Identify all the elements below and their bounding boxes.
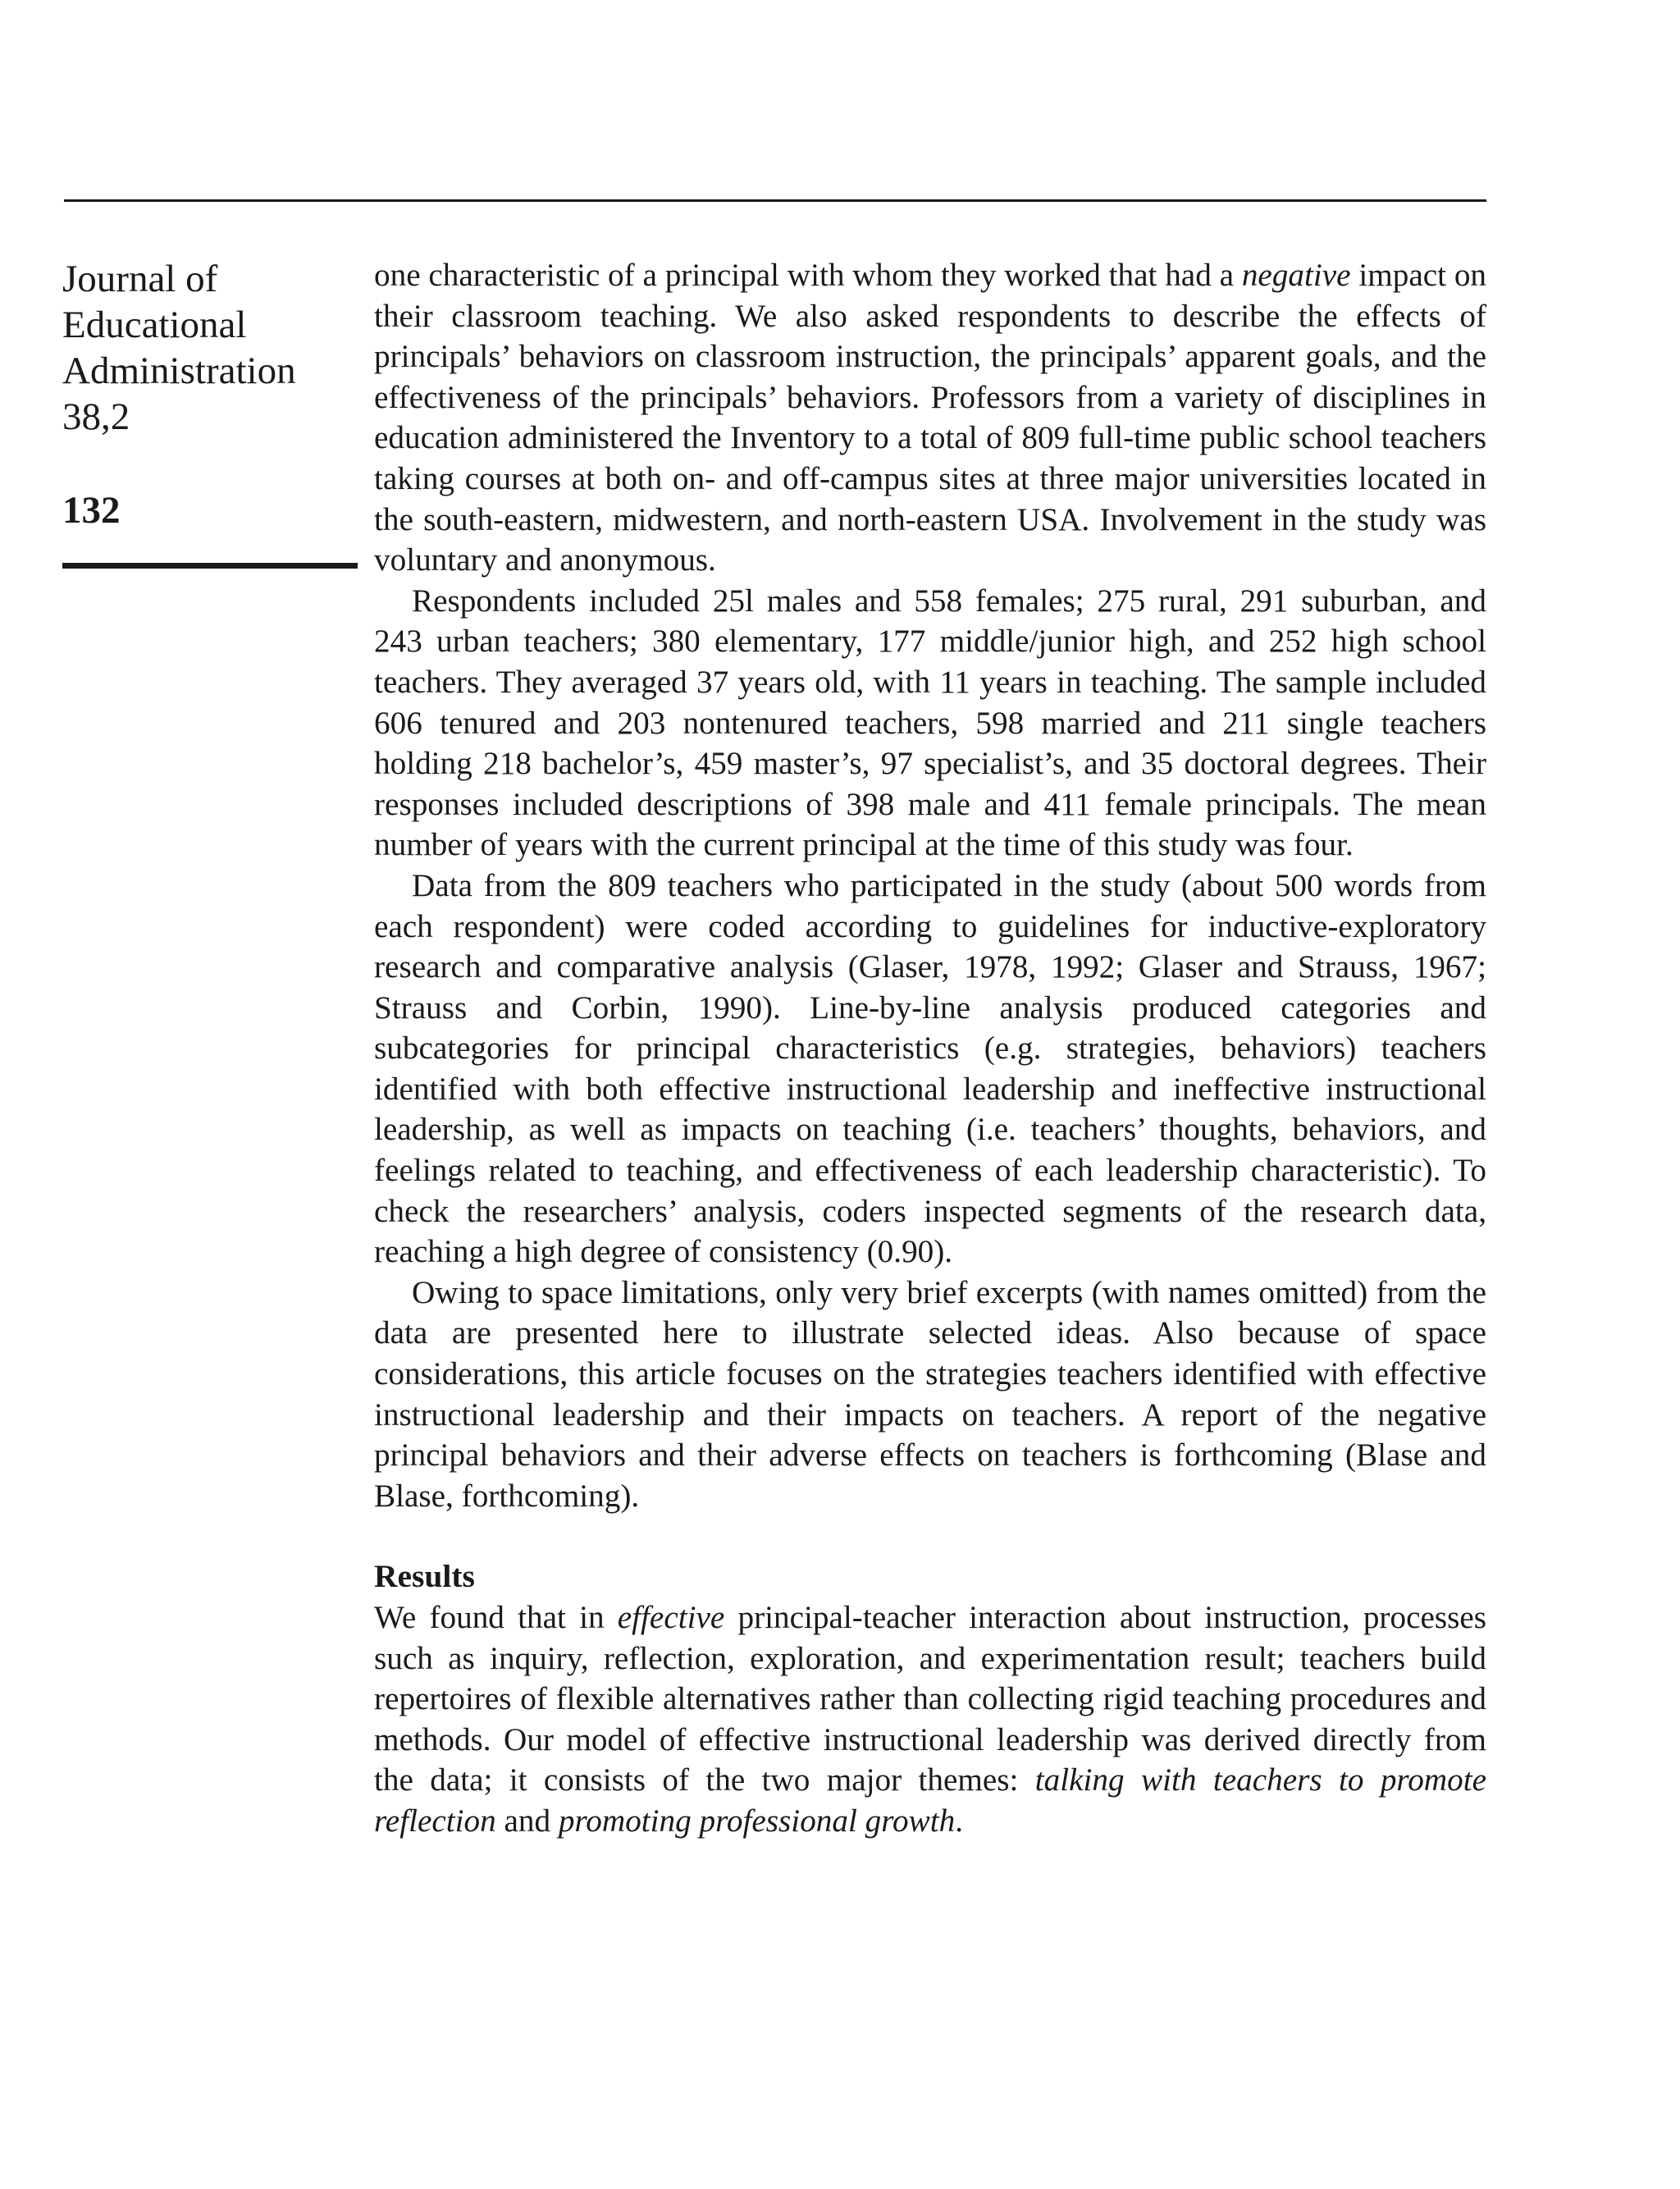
emphasis-negative: negative	[1241, 258, 1351, 293]
journal-title-line-1: Journal of	[62, 258, 218, 300]
volume-issue: 38,2	[62, 395, 130, 438]
paragraph-5: We found that in effective principal-teacher interaction about instruction, processes such as inquiry, reflection, exploration, and experimentation result; teachers build repertoires of flexible alternatives rather than collecting rigid teaching procedures and methods. Our model of effective instructional leadership was derived directly from the data; it consists of the two major themes: talking with teachers to promote reflection and promoting professional growth.	[374, 1600, 1486, 1839]
page-number: 132	[62, 489, 121, 532]
emphasis-theme-growth: promoting professional growth	[558, 1803, 956, 1839]
results-heading: Results	[374, 1558, 475, 1595]
emphasis-theme-reflection: talking with teachers to promote reflection	[374, 1762, 1486, 1839]
paragraph-1: one characteristic of a principal with whom they worked that had a negative impact on their classroom teaching. We also asked respondents to describe the effects of principals’ behaviors on classroom instruction, the principals’ apparent goals, and the effectiveness of the principals’ behaviors. Professors from a variety of disciplines in education administered the Inventory to a total of 809 full-time public school teachers taking courses at both on- and off-campus sites at three major universities located in the south-eastern, midwestern, and north-eastern USA. Involvement in the study was voluntary and anonymous.	[374, 258, 1487, 578]
paragraph-2: Respondents included 25l males and 558 females; 275 rural, 291 suburban, and 243 urban teachers; 380 elementary, 177 middle/junior high, and 252 high school teachers. They averaged 37 years old, with 11 years in teaching. The sample included 606 tenured and 203 nontenured teachers, 598 married and 211 single teachers holding 218 bachelor’s, 459 master’s, 97 specialist’s, and 35 doctoral degrees. Their responses included descriptions of 398 male and 411 female principals. The mean number of years with the current principal at the time of this study was four.	[374, 583, 1486, 863]
running-header	[62, 256, 366, 569]
header-rule	[64, 199, 1486, 202]
journal-title-line-3: Administration	[62, 350, 296, 392]
paragraph-4: Owing to space limitations, only very brief excerpts (with names omitted) from the data are presented here to illustrate selected ideas. Also because of space considerations, this article focuses on the strategies teachers identified with effective instructional leadership and their impacts on teachers. A report of the negative principal behaviors and their adverse effects on teachers is forthcoming (Blase and Blase, forthcoming).	[374, 1274, 1486, 1514]
page-number-rule	[62, 563, 358, 569]
journal-title-line-2: Educational	[62, 304, 247, 346]
article-body	[374, 255, 1486, 1842]
emphasis-effective: effective	[617, 1600, 725, 1635]
paragraph-3: Data from the 809 teachers who participated in the study (about 500 words from each respondent) were coded according to guidelines for inductive-exploratory research and comparative analysis (Glaser, 1978, 1992; Glaser and Strauss, 1967; Strauss and Corbin, 1990). Line-by-line analysis produced categories and subcategories for principal characteristics (e.g. strategies, behaviors) teachers identified with both effective instructional leadership and ineffective instructional leadership, as well as impacts on teaching (i.e. teachers’ thoughts, behaviors, and feelings related to teaching, and effectiveness of each leadership characteristic). To check the researchers’ analysis, coders inspected segments of the research data, reaching a high degree of consistency (0.90).	[374, 867, 1486, 1270]
